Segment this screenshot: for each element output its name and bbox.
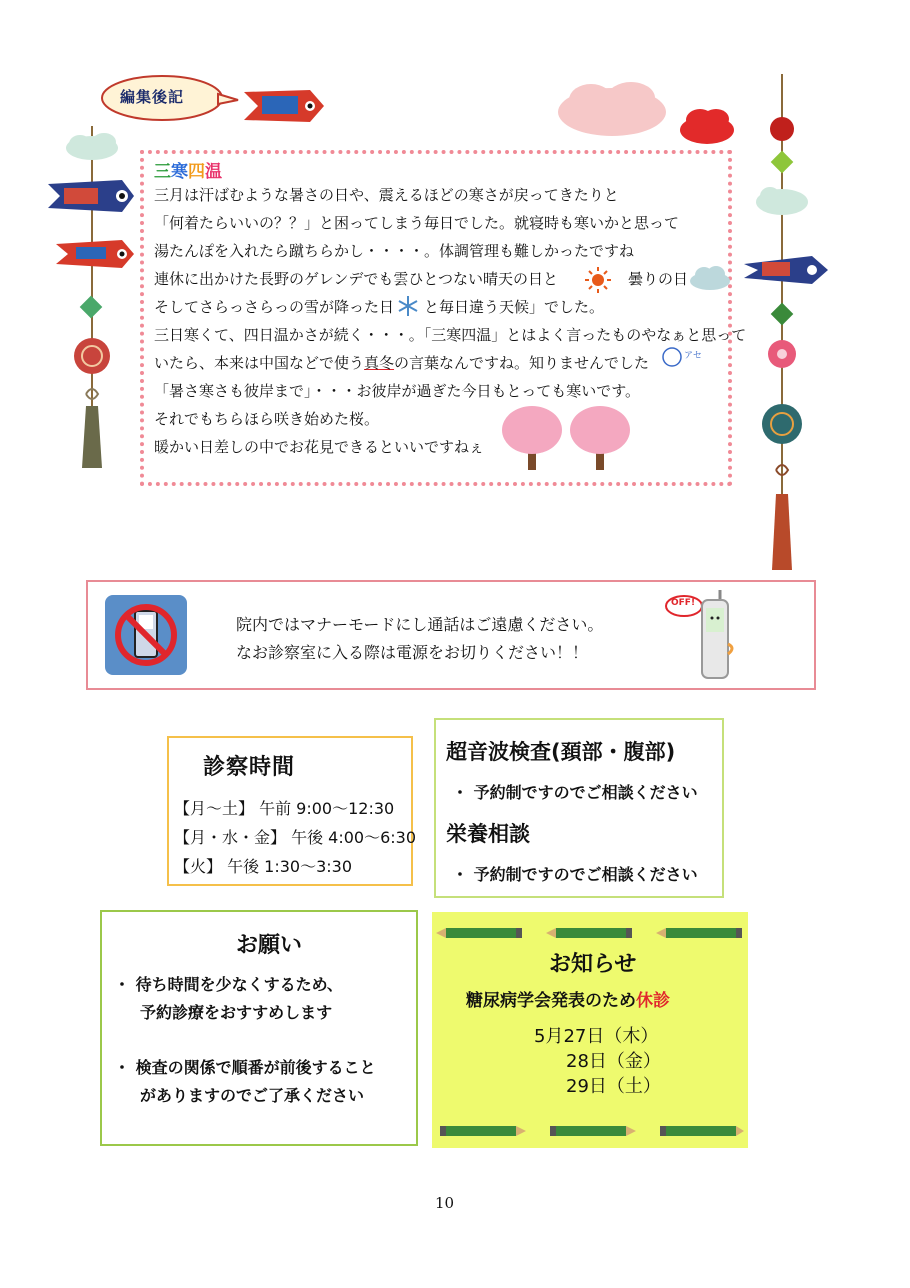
editorial-text: 連休に出かけた長野のゲレンデでも雲ひとつない晴天の日と (154, 270, 559, 288)
pencil-icon (440, 1126, 526, 1136)
cloud-icon (688, 264, 732, 292)
tassel-icon (82, 406, 102, 468)
cell-phone-icon (690, 590, 738, 682)
editorial-line (154, 269, 558, 289)
nutrition-note: ・ 予約制ですのでご相談ください (452, 865, 698, 884)
closed-date: 29日（土） (566, 1076, 661, 1097)
red-carp-icon (56, 240, 134, 268)
no-phone-icon (105, 595, 187, 675)
editorial-line (154, 353, 649, 373)
phone-notice-line1: 院内ではマナーモードにし通話はご遠慮ください。 (236, 615, 604, 634)
hours-row: 【月～土】 午前 9:00～12:30 (174, 799, 395, 818)
editorial-line: 三日寒くて、四日温かさが続く・・・。「三寒四温」とはよく言ったものやなぁと思って (154, 326, 747, 344)
cherry-tree-icon (568, 404, 632, 472)
editorial-title (154, 157, 222, 182)
left-hanging-ornament (42, 126, 142, 471)
right-hanging-ornament (740, 74, 830, 574)
tassel-icon (772, 494, 792, 570)
notice-title: お知らせ (549, 952, 637, 977)
carp-icon (240, 86, 326, 126)
title-char: 寒 (171, 162, 188, 182)
phone-notice-line2: なお診察室に入る際は電源をお切りください！！ (236, 643, 589, 662)
ultrasound-title: 超音波検査(頚部・腹部) (446, 740, 676, 764)
blue-carp-icon (744, 256, 828, 284)
editorial-line: 暖かい日差しの中でお花見できるといいですねぇ (154, 438, 485, 456)
editorial-text: と毎日違う天候」でした。 (424, 298, 605, 316)
pencil-border-bottom (436, 1118, 746, 1144)
notice-subtitle (466, 986, 670, 1011)
pink-cloud-pattern-icon (555, 80, 670, 140)
title-char: 四 (188, 162, 205, 182)
teal-ball-icon (762, 404, 802, 444)
pencil-icon (660, 1126, 744, 1136)
editorial-heading: 編集後記 (120, 88, 185, 106)
closed-date: 5月27日（木） (534, 1026, 659, 1047)
hours-row: 【月・水・金】 午後 4:00～6:30 (174, 828, 417, 847)
green-diamond-icon (80, 296, 103, 319)
underlined-word: 真冬 (364, 354, 395, 372)
ultrasound-note: ・ 予約制ですのでご相談ください (452, 783, 698, 802)
hours-row: 【火】 午後 1:30～3:30 (174, 857, 353, 876)
page-number: 10 (435, 1194, 455, 1212)
editorial-line: それでもちらほら咲き始めた桜。 (154, 410, 380, 428)
editorial-line: 「暑さ寒さも彼岸まで」・・・お彼岸が過ぎた今日もとっても寒いです。 (154, 382, 641, 400)
red-ball-icon (74, 338, 110, 374)
red-cloud-icon (678, 104, 736, 146)
editorial-text: いたら、本来は中国などで使う (154, 354, 365, 372)
pencil-icon (550, 1126, 636, 1136)
notice-subtitle-highlight: 休診 (636, 991, 670, 1011)
red-flower-icon (770, 117, 794, 141)
editorial-line: 湯たんぽを入れたら蹴ちらかし・・・・。体調管理も難しかったですね (154, 242, 635, 260)
request-item: 予約診療をおすすめします (140, 1003, 333, 1022)
editorial-text: 曇りの日 (628, 270, 689, 288)
editorial-line: 「何着たらいいの？？」と困ってしまう毎日でした。就寝時も寒いかと思って (154, 214, 680, 232)
pencil-icon (656, 928, 742, 938)
request-title: お願い (236, 933, 303, 958)
notice-subtitle-main: 糖尿病学会発表のため (466, 991, 636, 1011)
request-item: ・ 待ち時間を少なくするため、 (114, 975, 343, 994)
cherry-tree-icon (500, 404, 564, 472)
blue-carp-icon (48, 180, 134, 212)
editorial-line: そしてさらっさらっの雪が降った日 (154, 298, 395, 316)
cloud-icon (66, 133, 118, 160)
clinic-hours-title: 診察時間 (203, 755, 296, 780)
green-diamond-icon (771, 303, 794, 326)
green-diamond-icon (771, 151, 794, 174)
sweat-mark: アセ (684, 351, 702, 361)
closed-date: 28日（金） (566, 1051, 661, 1072)
sun-icon (584, 266, 612, 294)
title-char: 三 (154, 162, 171, 182)
pencil-border-top (436, 920, 746, 946)
cloud-icon (756, 187, 808, 215)
editorial-line: 三月は汗ばむような暑さの日や、震えるほどの寒さが戻ってきたりと (154, 186, 619, 204)
phone-off-badge: OFF! (671, 598, 696, 608)
editorial-text: の言葉なんですね。知りませんでした (394, 354, 650, 372)
pencil-icon (546, 928, 632, 938)
request-item: ・ 検査の関係で順番が前後すること (114, 1058, 376, 1077)
request-item: がありますのでご了承ください (140, 1086, 365, 1105)
pencil-icon (436, 928, 522, 938)
title-char: 温 (205, 162, 222, 182)
nutrition-title: 栄養相談 (446, 822, 530, 846)
snow-icon (396, 294, 420, 318)
